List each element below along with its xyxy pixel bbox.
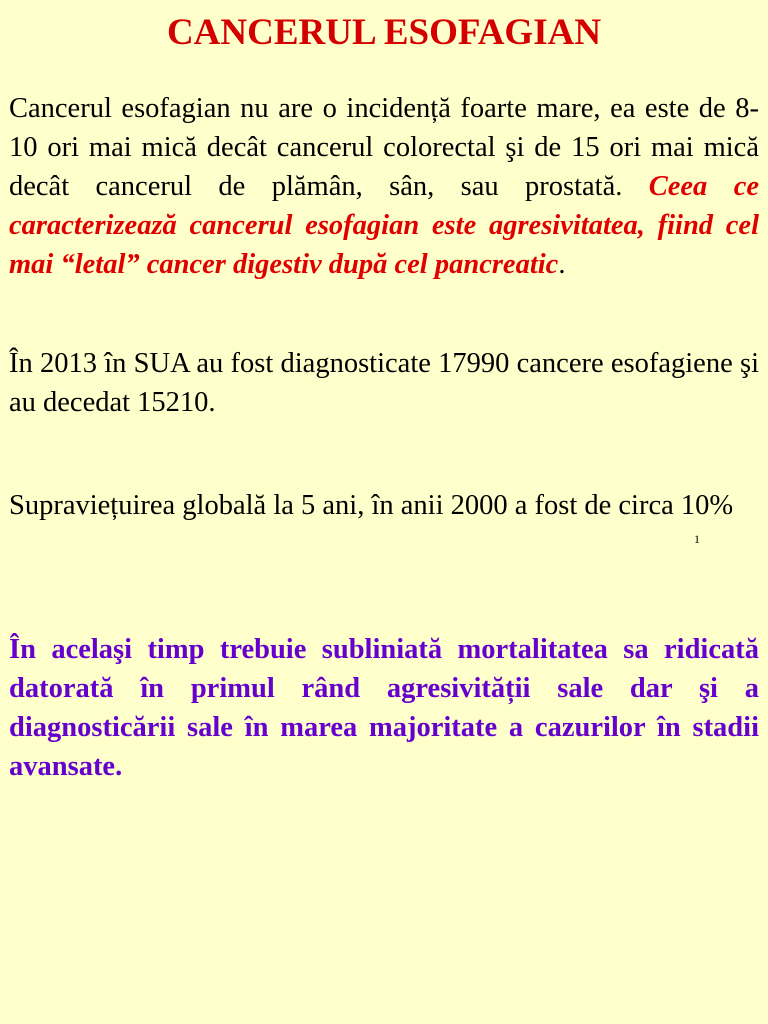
paragraph-mortality: În acelaşi timp trebuie subliniată mortalitatea sa ridicată datorată în primul rând agresivității sale dar şi a diagnosticării sale în marea majoritate a cazurilor în stadii avansate. bbox=[9, 634, 759, 782]
paragraph-incidence bbox=[9, 89, 759, 284]
paragraph-survival: Supraviețuirea globală la 5 ani, în anii 2000 a fost de circa 10% bbox=[9, 490, 734, 521]
page-number: 1 bbox=[694, 532, 700, 546]
paragraph-usa-statistics: În 2013 în SUA au fost diagnosticate 17990 cancere esofagiene şi au decedat 15210. bbox=[9, 348, 759, 418]
incidence-period: . bbox=[558, 249, 566, 280]
incidence-text: Cancerul esofagian nu are o incidență foarte mare, ea este de 8-10 ori mai mică decât cancerul colorectal şi de 15 ori mai mică decât cancerul de plămân, sân, sau prostată. bbox=[9, 93, 759, 202]
aggressiveness-emphasis: Ceea ce caracterizează cancerul esofagian este agresivitatea, fiind cel mai “letal” cancer digestiv după cel pancreatic bbox=[9, 171, 760, 280]
slide-title: CANCERUL ESOFAGIAN bbox=[166, 12, 602, 53]
